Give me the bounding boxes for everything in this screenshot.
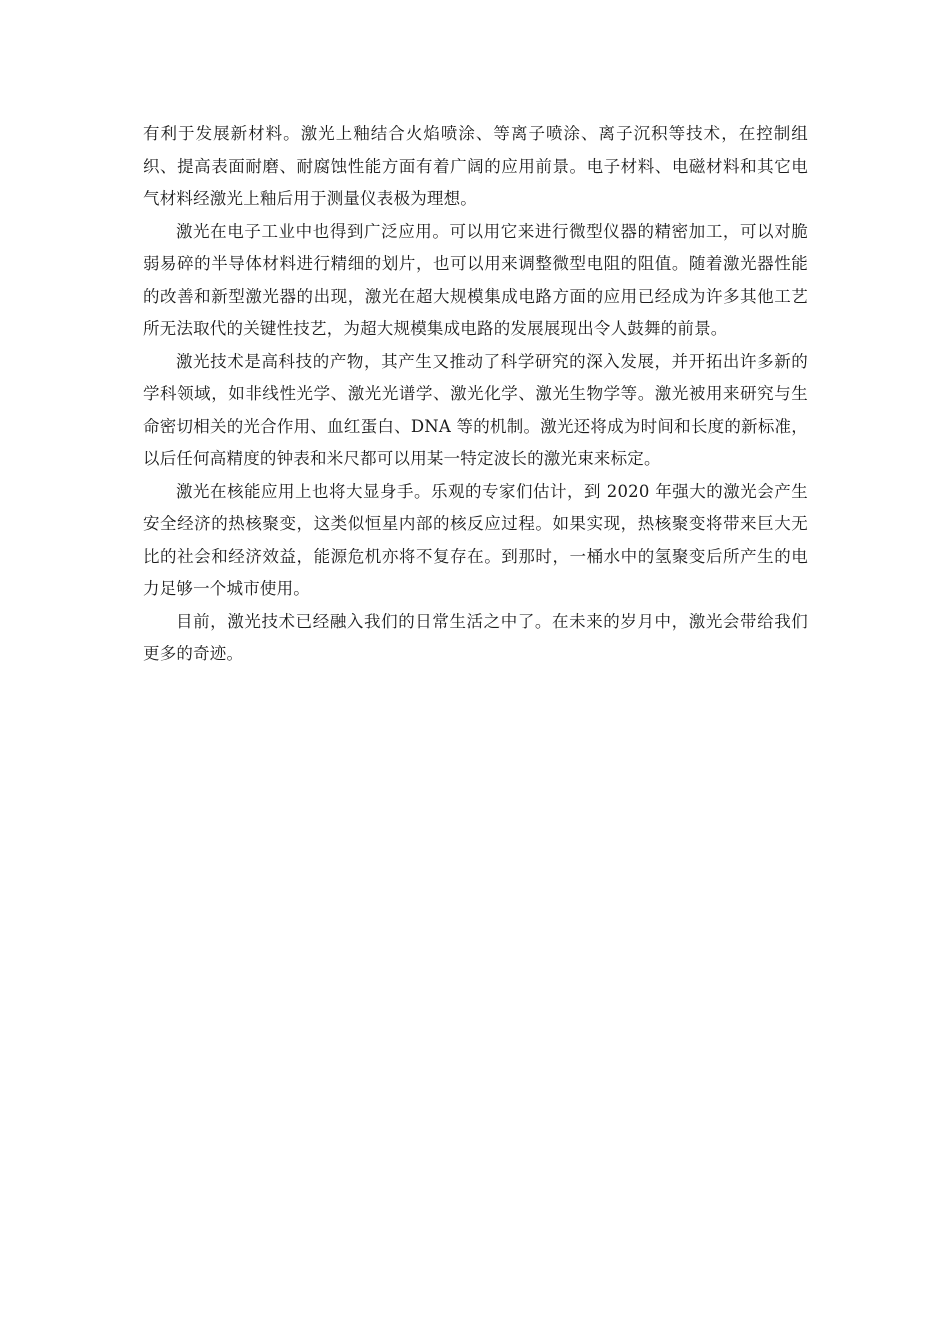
document-body [143,118,808,671]
paragraph-scientific-research: 激光技术是高科技的产物，其产生又推动了科学研究的深入发展，并开拓出许多新的学科领域，如非线性光学、激光光谱学、激光化学、激光生物学等。激光被用来研究与生命密切相关的光合作用、血红蛋白、DNA 等的机制。激光还将成为时间和长度的新标准，以后任何高精度的钟表和米尺都可以用某一特定波长的激光束来标定。 [143,351,808,468]
paragraph-conclusion: 目前，激光技术已经融入我们的日常生活之中了。在未来的岁月中，激光会带给我们更多的奇迹。 [143,611,808,663]
paragraph-continued-materials: 有利于发展新材料。激光上釉结合火焰喷涂、等离子喷涂、离子沉积等技术，在控制组织、提高表面耐磨、耐腐蚀性能方面有着广阔的应用前景。电子材料、电磁材料和其它电气材料经激光上釉后用于测量仪表极为理想。 [143,124,808,208]
paragraph-electronics-industry: 激光在电子工业中也得到广泛应用。可以用它来进行微型仪器的精密加工，可以对脆弱易碎的半导体材料进行精细的划片，也可以用来调整微型电阻的阻值。随着激光器性能的改善和新型激光器的出现，激光在超大规模集成电路方面的应用已经成为许多其他工艺所无法取代的关键性技艺，为超大规模集成电路的发展展现出令人鼓舞的前景。 [143,221,808,338]
paragraph-nuclear-energy: 激光在核能应用上也将大显身手。乐观的专家们估计，到 2020 年强大的激光会产生安全经济的热核聚变，这类似恒星内部的核反应过程。如果实现，热核聚变将带来巨大无比的社会和经济效益，能源危机亦将不复存在。到那时，一桶水中的氢聚变后所产生的电力足够一个城市使用。 [143,481,808,598]
